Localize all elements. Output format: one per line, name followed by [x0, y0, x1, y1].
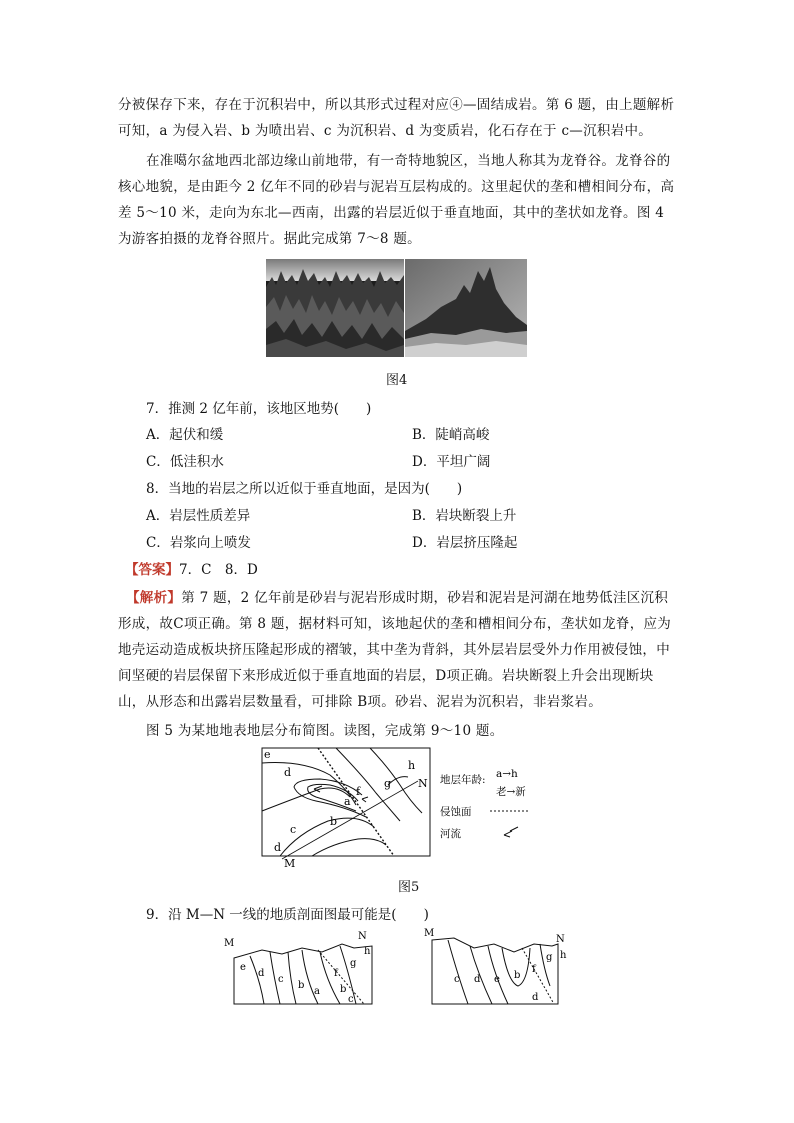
section-right-label-c: c — [454, 974, 460, 985]
label-e: e — [264, 748, 271, 761]
stratum-boundary — [262, 788, 350, 811]
section-right-label-g: g — [546, 952, 553, 963]
answer-text: 7．C 8．D — [179, 562, 258, 578]
analysis-label: 【解析】 — [126, 590, 182, 606]
legend-erosion-label: 侵蚀面 — [440, 806, 472, 818]
question-8-option-c: C．岩浆向上喷发 — [146, 535, 251, 551]
answer-label: 【答案】 — [125, 562, 179, 578]
legend-age-title: 地层年龄: — [440, 774, 486, 786]
label-d: d — [284, 766, 292, 779]
section-left-label-d: d — [258, 968, 265, 979]
figure-5-intro: 图 5 为某地地表地层分布简图。读图，完成第 9～10 题。 — [146, 723, 504, 739]
label-c: c — [290, 823, 297, 836]
question-8-stem: 8．当地的岩层之所以近似于垂直地面，是因为( ) — [146, 481, 463, 497]
section-left-label-f: f — [334, 968, 338, 979]
section-left-label-a: a — [314, 986, 320, 997]
question-7-option-c: C．低洼积水 — [146, 454, 224, 470]
section-left-label-c: c — [278, 974, 284, 985]
question-8-option-d: D．岩层挤压隆起 — [412, 535, 518, 551]
question-7-option-a: A．起伏和缓 — [146, 427, 224, 443]
section-stratum — [250, 956, 264, 1004]
answer-line — [125, 558, 258, 578]
legend-age-meaning: 老→新 — [496, 786, 526, 798]
section-stratum — [448, 940, 468, 1004]
section-stratum — [540, 944, 550, 986]
section-fault — [318, 950, 364, 1004]
legend-river-swatch — [504, 827, 518, 837]
section-left-label-h: h — [364, 946, 371, 957]
section-right-label-d: d — [474, 974, 481, 985]
section-left-label-c: c — [348, 994, 354, 1005]
question-7-stem: 7．推测 2 亿年前，该地区地势( ) — [146, 401, 372, 417]
question-8-option-b: B．岩块断裂上升 — [412, 508, 517, 524]
m-n-line — [282, 781, 418, 859]
label-N: N — [418, 777, 428, 790]
section-right-label-b: b — [514, 970, 521, 981]
analysis-paragraph — [118, 585, 678, 715]
analysis-text: 第 7 题，2 亿年前是砂岩与泥岩形成时期，砂岩和泥岩是河湖在地势低洼区沉积形成，故C项正确。第 8 题，据材料可知，该地起伏的垄和槽相间分布，垄状如龙脊，应为地壳运动造成板块挤压隆起形成的褶皱，其中垄为背斜，其外层岩层受外力作用被侵蚀，中间坚硬的岩层保留下来形成近似于垂直地面的岩层，D项正确。岩块断裂上升会出现断块山，从形态和出露岩层数量看，可排除 B项。砂岩、泥岩为沉积岩，非岩浆岩。 — [118, 590, 672, 710]
question-7-option-d: D．平坦广阔 — [412, 454, 491, 470]
section-right-label-f: f — [532, 964, 536, 975]
figure-5-caption: 图5 — [398, 880, 420, 895]
section-left-label-g: g — [350, 958, 357, 969]
stratum-boundary — [312, 839, 386, 856]
legend-age-range: a→h — [496, 768, 518, 780]
section-left-label-b: b — [298, 980, 305, 991]
section-right-label-N: N — [556, 934, 565, 945]
intro-line-2: 可知，a 为侵入岩、b 为喷出岩、c 为沉积岩、d 为变质岩，化石存在于 c—沉积岩中。 — [118, 123, 653, 139]
figure-4-photos — [266, 259, 527, 357]
label-b: b — [330, 815, 338, 828]
figure-5-map — [258, 745, 538, 869]
section-right-label-M: M — [424, 928, 435, 939]
intro-line-1: 分被保存下来，存在于沉积岩中，所以其形式过程对应④—固结成岩。第 6 题，由上题解析 — [118, 97, 675, 113]
label-a: a — [344, 795, 351, 808]
section-left-label-e: e — [240, 962, 246, 973]
question-9-stem: 9．沿 M—N 一线的地质剖面图最可能是( ) — [146, 907, 429, 923]
label-M: M — [284, 857, 296, 869]
label-g: g — [384, 777, 392, 790]
section-left-label-M: M — [224, 938, 235, 949]
question-8-option-a: A．岩层性质差异 — [146, 508, 251, 524]
question-9-section-right — [418, 926, 578, 1008]
figure-5 — [258, 745, 538, 869]
dragon-valley-paragraph: 在准噶尔盆地西北部边缘山前地带，有一奇特地貌区，当地人称其为龙脊谷。龙脊谷的核心地貌，是由距今 2 亿年不同的砂岩与泥岩互层构成的。这里起伏的垄和槽相间分布，高差 5～10 米，走向为东北—西南，出露的岩层近似于垂直地面，其中的垄状如龙脊。图 4 为游客拍摄的龙脊谷照片。据此完成第 7～8 题。 — [118, 153, 675, 247]
label-f: f — [356, 785, 361, 798]
section-right-label-e: e — [494, 974, 500, 985]
section-stratum — [288, 952, 296, 1004]
section-left-label-N: N — [358, 931, 367, 942]
stratum-boundary — [370, 748, 422, 813]
question-9-section-left — [222, 930, 382, 1008]
river-arrow — [362, 797, 368, 802]
section-right-label-d: d — [532, 992, 539, 1003]
legend-river-label: 河流 — [440, 828, 461, 840]
figure-4-caption: 图4 — [386, 373, 408, 388]
figure-4 — [266, 259, 527, 357]
label-h: h — [408, 759, 416, 772]
question-7-option-b: B．陡峭高峻 — [412, 427, 490, 443]
section-left-label-b: b — [340, 984, 347, 995]
label-d: d — [274, 841, 282, 854]
section-right-label-h: h — [560, 950, 567, 961]
